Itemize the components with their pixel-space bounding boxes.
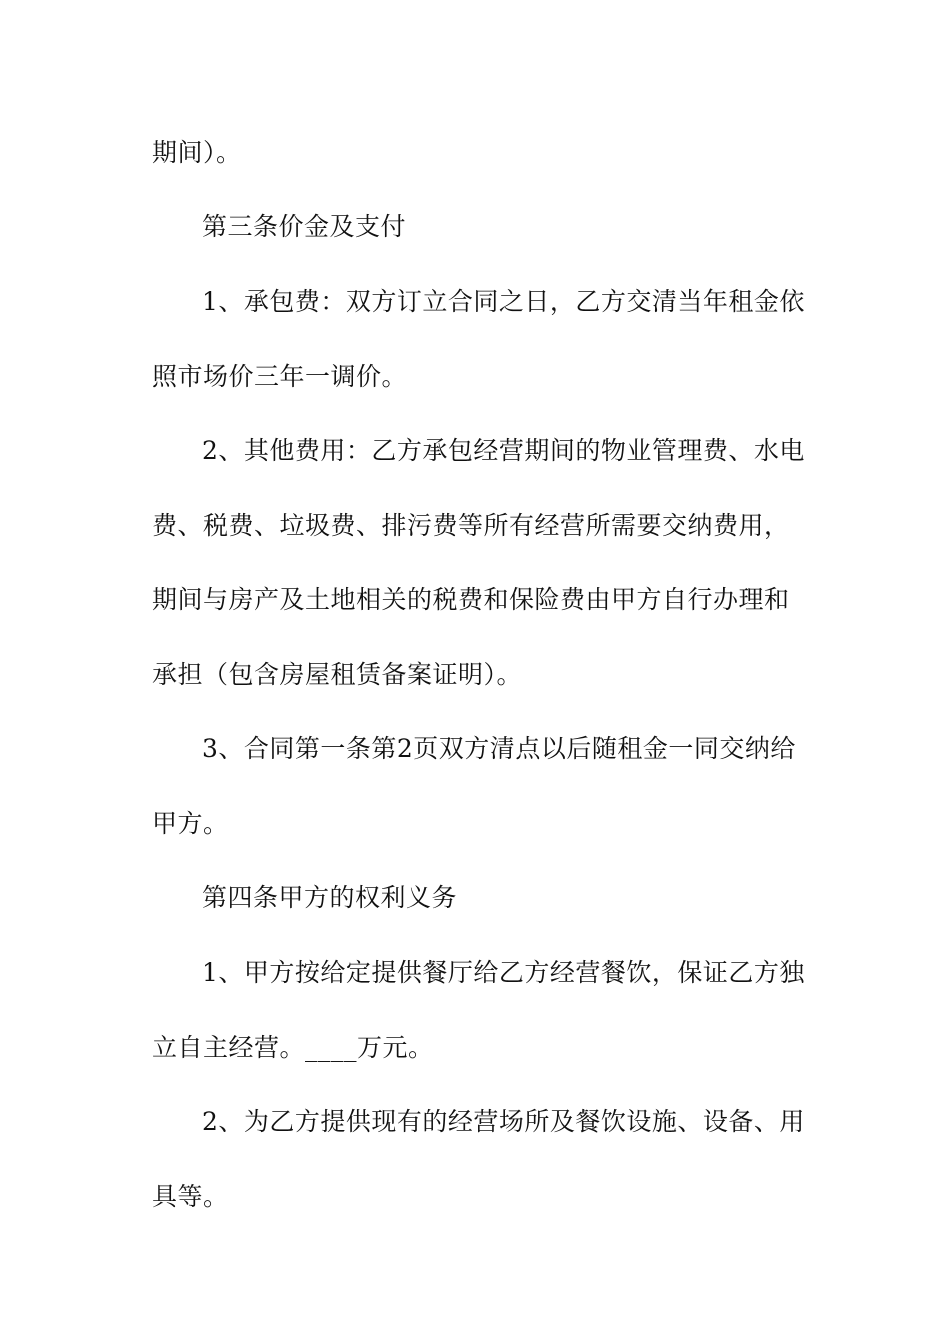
article-4-heading: 第四条甲方的权利义务 — [202, 883, 458, 912]
article-4-item-1-line-1: 1、甲方按给定提供餐厅给乙方经营餐饮，保证乙方独 — [202, 958, 805, 987]
article-3-item-2-line-3: 期间与房产及土地相关的税费和保险费由甲方自行办理和 — [152, 585, 790, 614]
article-4-item-2-line-2: 具等。 — [152, 1182, 229, 1211]
article-3-item-3-line-2: 甲方。 — [152, 809, 229, 838]
article-3-item-1-line-1: 1、承包费：双方订立合同之日，乙方交清当年租金依 — [202, 287, 805, 316]
article-3-heading: 第三条价金及支付 — [202, 212, 407, 241]
text-line-continuation: 期间）。 — [152, 138, 242, 167]
article-4-item-1-line-2: 立自主经营。____万元。 — [152, 1033, 434, 1062]
article-3-item-2-line-2: 费、税费、垃圾费、排污费等所有经营所需要交纳费用， — [152, 511, 790, 540]
article-3-item-2-line-4: 承担（包含房屋租赁备案证明）。 — [152, 660, 523, 689]
article-3-item-1-line-2: 照市场价三年一调价。 — [152, 362, 408, 391]
article-4-item-2-line-1: 2、为乙方提供现有的经营场所及餐饮设施、设备、用 — [202, 1107, 805, 1136]
article-3-item-2-line-1: 2、其他费用：乙方承包经营期间的物业管理费、水电 — [202, 436, 805, 465]
article-3-item-3-line-1: 3、合同第一条第2页双方清点以后随租金一同交纳给 — [202, 734, 796, 763]
